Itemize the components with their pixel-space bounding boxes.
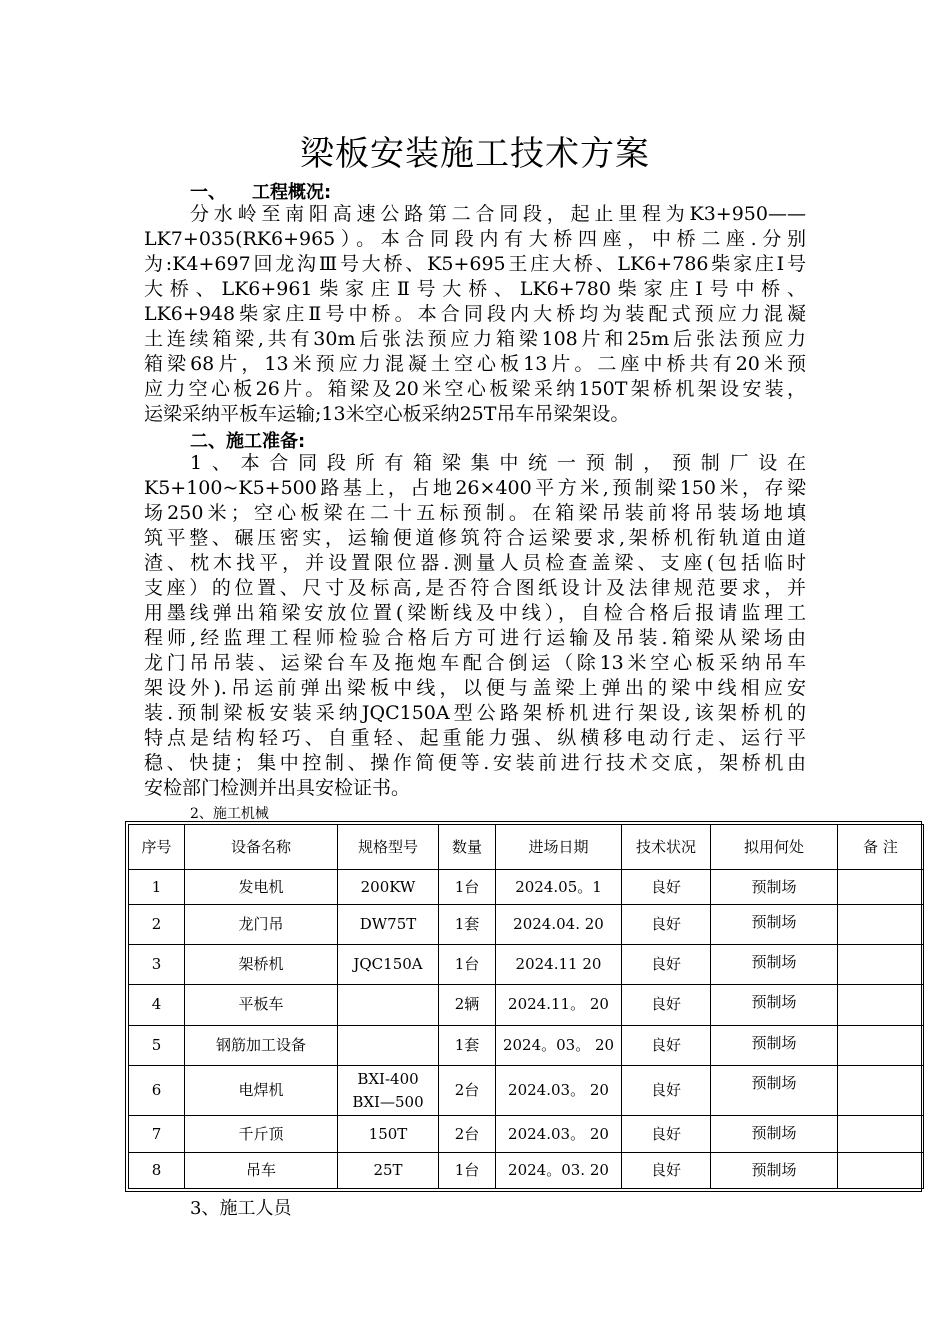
paragraph-line: 安检部门检测并出具安检证书。 xyxy=(144,777,411,799)
table-row xyxy=(129,1065,924,1115)
paragraph-line: 场250米；空心板梁在二十五标预制。在箱梁吊装前将吊装场地填 xyxy=(144,502,806,524)
cell-name: 电焊机 xyxy=(185,1065,338,1115)
cell-spec-line: BXI-400 xyxy=(357,1069,419,1088)
cell-note xyxy=(838,1116,924,1152)
paragraph-line: LK7+035(RK6+965）。本合同段内有大桥四座，中桥二座.分别 xyxy=(144,228,806,250)
section-1-number: 一、 xyxy=(190,182,226,203)
header-cell: 备 注 xyxy=(838,825,924,870)
paragraph-line: 用墨线弹出箱梁安放位置(梁断线及中线），自检合格后报请监理工 xyxy=(144,602,806,624)
paragraph-line: 1、本合同段所有箱梁集中统一预制，预制厂设在 xyxy=(190,452,806,474)
header-cell: 进场日期 xyxy=(496,825,622,870)
paragraph-line: LK6+948柴家庄Ⅱ号中桥。本合同段内大桥均为装配式预应力混凝 xyxy=(144,303,806,325)
cell-name: 龙门吊 xyxy=(185,904,338,944)
table-row xyxy=(129,904,924,944)
section-2-heading: 二、施工准备: xyxy=(190,431,306,452)
paragraph-line: 为:K4+697回龙沟Ⅲ号大桥、K5+695王庄大桥、LK6+786柴家庄Ⅰ号 xyxy=(144,253,806,275)
cell-status: 良好 xyxy=(622,1025,711,1065)
cell-spec xyxy=(338,1065,439,1115)
cell-no: 8 xyxy=(129,1152,185,1188)
cell-date: 2024.05。1 xyxy=(496,870,622,904)
paragraph-line: K5+100~K5+500路基上，占地26×400平方米,预制梁150米，存梁 xyxy=(144,477,806,499)
paragraph-line: 应力空心板26片。箱梁及20米空心板梁采纳150T架桥机架设安装， xyxy=(144,378,806,400)
cell-date: 2024.11 20 xyxy=(496,944,622,984)
cell-place: 预制场 xyxy=(711,1065,838,1115)
machinery-table-frame xyxy=(125,821,922,1192)
cell-qty: 1套 xyxy=(439,1025,496,1065)
cell-status: 良好 xyxy=(622,904,711,944)
paragraph-line: 分水岭至南阳高速公路第二合同段，起止里程为K3+950—— xyxy=(190,203,806,225)
cell-place: 预制场 xyxy=(711,1025,838,1065)
header-cell: 设备名称 xyxy=(185,825,338,870)
paragraph-line: 大桥、LK6+961柴家庄Ⅱ号大桥、LK6+780柴家庄Ⅰ号中桥、 xyxy=(144,278,806,300)
section-2-paragraph xyxy=(144,451,806,801)
cell-note xyxy=(838,1152,924,1188)
paragraph-line: 装.预制梁板安装采纳JQC150A型公路架桥机进行架设,该架桥机的 xyxy=(144,702,806,724)
cell-name: 千斤顶 xyxy=(185,1116,338,1152)
section-1-title: 工程概况: xyxy=(252,182,332,203)
cell-date: 2024.03。 20 xyxy=(496,1116,622,1152)
paragraph-line: 土连续箱梁,共有30m后张法预应力箱梁108片和25m后张法预应力 xyxy=(144,328,806,350)
cell-spec: 25T xyxy=(338,1152,439,1188)
cell-name: 吊车 xyxy=(185,1152,338,1188)
cell-no: 3 xyxy=(129,944,185,984)
cell-place: 预制场 xyxy=(711,985,838,1025)
cell-place: 预制场 xyxy=(711,1116,838,1152)
cell-no: 5 xyxy=(129,1025,185,1065)
header-cell: 数量 xyxy=(439,825,496,870)
cell-no: 7 xyxy=(129,1116,185,1152)
cell-no: 2 xyxy=(129,904,185,944)
cell-spec xyxy=(338,1025,439,1065)
table-row xyxy=(129,944,924,984)
paragraph-line: 架设外).吊运前弹出梁板中线，以便与盖梁上弹出的梁中线相应安 xyxy=(144,677,806,699)
paragraph-line: 筑平整、碾压密实，运输便道修筑符合运梁要求,架桥机衔轨道由道 xyxy=(144,527,806,549)
cell-note xyxy=(838,1025,924,1065)
paragraph-line: 支座）的位置、尺寸及标高,是否符合图纸设计及法律规范要求，并 xyxy=(144,577,806,599)
paragraph-line: 运梁采纳平板车运输;13米空心板采纳25T吊车吊梁架设。 xyxy=(144,403,630,425)
machinery-caption: 2、施工机械 xyxy=(190,806,269,822)
cell-status: 良好 xyxy=(622,1065,711,1115)
cell-date: 2024.03。 20 xyxy=(496,1065,622,1115)
cell-place: 预制场 xyxy=(711,1152,838,1188)
cell-note xyxy=(838,870,924,904)
cell-date: 2024。03。 20 xyxy=(496,1025,622,1065)
cell-status: 良好 xyxy=(622,1116,711,1152)
cell-spec xyxy=(338,985,439,1025)
cell-qty: 2辆 xyxy=(439,985,496,1025)
cell-status: 良好 xyxy=(622,985,711,1025)
machinery-table xyxy=(128,824,924,1189)
cell-spec: 150T xyxy=(338,1116,439,1152)
cell-no: 4 xyxy=(129,985,185,1025)
table-row xyxy=(129,1116,924,1152)
cell-spec: 200KW xyxy=(338,870,439,904)
cell-date: 2024.04. 20 xyxy=(496,904,622,944)
cell-date: 2024。03. 20 xyxy=(496,1152,622,1188)
cell-place: 预制场 xyxy=(711,904,838,944)
cell-qty: 1套 xyxy=(439,904,496,944)
cell-name: 发电机 xyxy=(185,870,338,904)
page-title: 梁板安装施工技术方案 xyxy=(300,134,650,174)
header-cell: 拟用何处 xyxy=(711,825,838,870)
cell-note xyxy=(838,904,924,944)
staff-caption: 3、施工人员 xyxy=(190,1198,292,1219)
paragraph-line: 特点是结构轻巧、自重轻、起重能力强、纵横移电动行走、运行平 xyxy=(144,727,806,749)
cell-status: 良好 xyxy=(622,944,711,984)
cell-qty: 1台 xyxy=(439,944,496,984)
cell-qty: 1台 xyxy=(439,870,496,904)
header-cell: 序号 xyxy=(129,825,185,870)
paragraph-line: 程师,经监理工程师检验合格后方可进行运输及吊装.箱梁从梁场由 xyxy=(144,627,806,649)
paragraph-line: 龙门吊吊装、运梁台车及拖炮车配合倒运（除13米空心板采纳吊车 xyxy=(144,652,806,674)
cell-status: 良好 xyxy=(622,870,711,904)
table-row xyxy=(129,870,924,904)
cell-no: 6 xyxy=(129,1065,185,1115)
cell-qty: 2台 xyxy=(439,1116,496,1152)
cell-status: 良好 xyxy=(622,1152,711,1188)
cell-spec: DW75T xyxy=(338,904,439,944)
cell-name: 平板车 xyxy=(185,985,338,1025)
table-header-row xyxy=(129,825,924,870)
table-row xyxy=(129,1025,924,1065)
table-row xyxy=(129,985,924,1025)
table-row xyxy=(129,1152,924,1188)
paragraph-line: 箱梁68片，13米预应力混凝土空心板13片。二座中桥共有20米预 xyxy=(144,353,806,375)
cell-spec: JQC150A xyxy=(338,944,439,984)
header-cell: 规格型号 xyxy=(338,825,439,870)
cell-no: 1 xyxy=(129,870,185,904)
cell-name: 钢筋加工设备 xyxy=(185,1025,338,1065)
paragraph-line: 渣、枕木找平，并设置限位器.测量人员检查盖梁、支座(包括临时 xyxy=(144,552,806,574)
cell-date: 2024.11。 20 xyxy=(496,985,622,1025)
header-cell: 技术状况 xyxy=(622,825,711,870)
cell-qty: 1台 xyxy=(439,1152,496,1188)
section-1-paragraph xyxy=(144,202,806,427)
paragraph-line: 稳、快捷；集中控制、操作简便等.安装前进行技术交底，架桥机由 xyxy=(144,752,806,774)
cell-place: 预制场 xyxy=(711,870,838,904)
cell-note xyxy=(838,985,924,1025)
cell-spec-line: BXI—500 xyxy=(352,1092,424,1111)
cell-qty: 2台 xyxy=(439,1065,496,1115)
cell-place: 预制场 xyxy=(711,944,838,984)
cell-name: 架桥机 xyxy=(185,944,338,984)
cell-note xyxy=(838,1065,924,1115)
section-1-heading xyxy=(190,178,331,204)
cell-note xyxy=(838,944,924,984)
